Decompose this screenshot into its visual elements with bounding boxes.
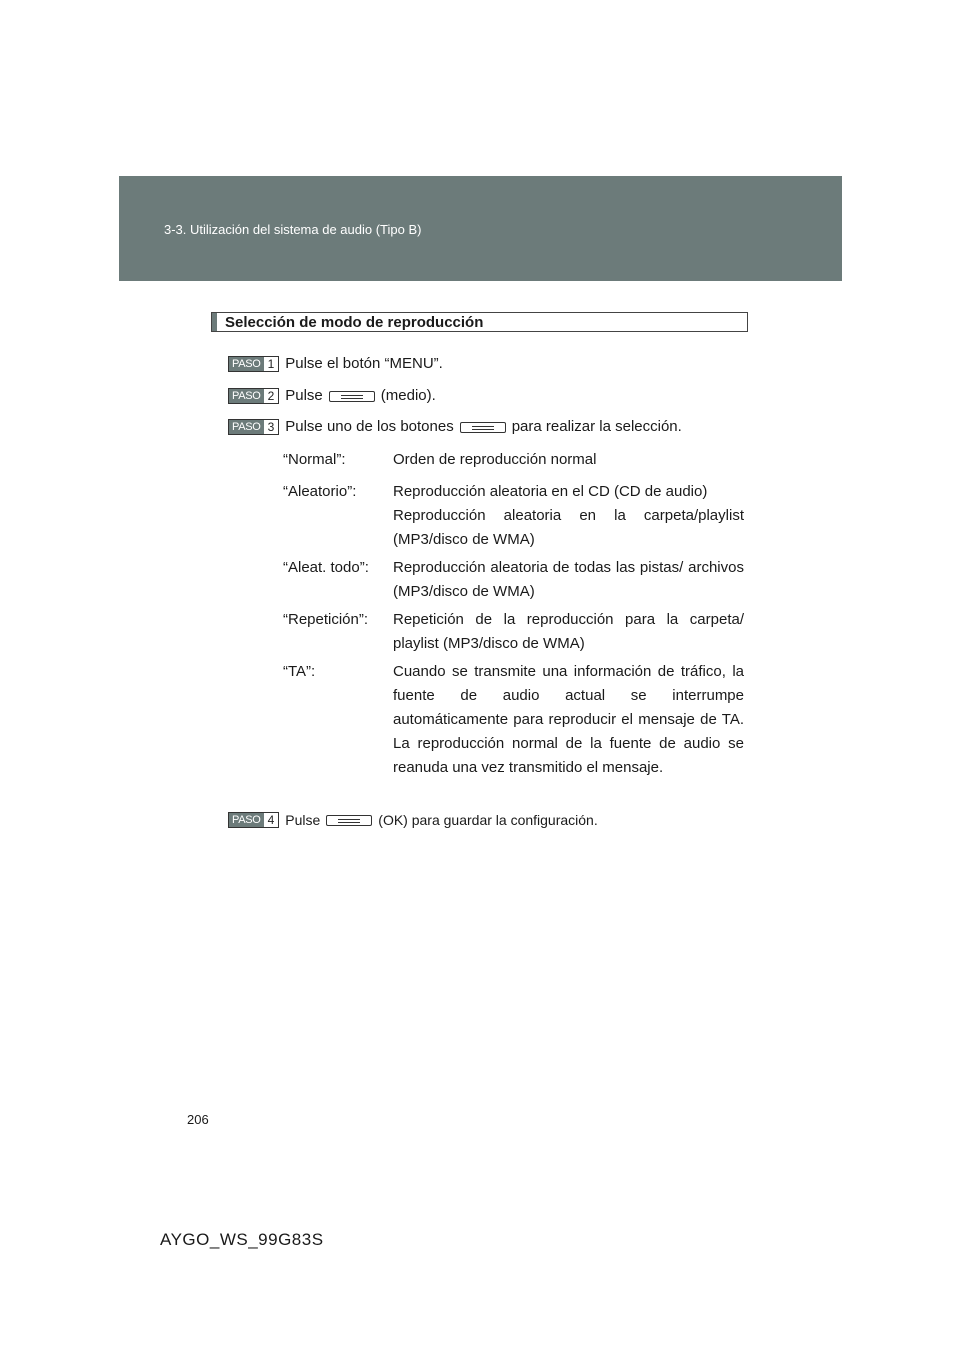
chapter-header <box>119 176 842 281</box>
option-term: “Normal”: <box>283 451 346 468</box>
step-1 <box>228 355 443 372</box>
option-term: “Aleatorio”: <box>283 483 357 500</box>
option-term: “Repetición”: <box>283 611 369 628</box>
step-4 <box>228 812 598 828</box>
step-text-after: (OK) para guardar la configuración. <box>378 812 598 828</box>
option-term: “Aleat. todo”: <box>283 559 369 576</box>
section-title: Selección de modo de reproducción <box>225 314 484 331</box>
heading-accent-bar <box>212 313 217 331</box>
option-description: Reproducción aleatoria en la carpeta/playlist (MP3/disco de WMA) <box>393 507 744 548</box>
option-description: Reproducción aleatoria en el CD (CD de audio) <box>393 483 708 500</box>
chapter-title: 3-3. Utilización del sistema de audio (Tipo B) <box>164 222 422 237</box>
option-description: Repetición de la reproducción para la carpeta/ playlist (MP3/disco de WMA) <box>393 611 744 652</box>
step-text: Pulse el botón “MENU”. <box>285 355 443 372</box>
step-badge: PASO 1 <box>228 356 279 372</box>
option-description: Reproducción aleatoria de todas las pistas/ archivos (MP3/disco de WMA) <box>393 559 744 600</box>
button-icon <box>329 390 375 402</box>
option-term: “TA”: <box>283 663 316 680</box>
step-badge: PASO 2 <box>228 388 279 404</box>
step-text: Pulse <box>285 387 323 404</box>
step-text: Pulse <box>285 812 321 828</box>
step-badge: PASO 3 <box>228 419 279 435</box>
document-code: AYGO_WS_99G83S <box>160 1230 324 1249</box>
option-description: Cuando se transmite una información de tráfico, la fuente de audio actual se interrumpe automáticamente para reproducir el mensaje de TA. La reproducción normal de la fuente de audio se reanuda una vez transmitido el mensaje. <box>393 663 744 776</box>
option-description: Orden de reproducción normal <box>393 451 597 468</box>
step-badge: PASO 4 <box>228 812 279 828</box>
step-3 <box>228 418 682 435</box>
button-icon <box>326 814 372 826</box>
step-text: Pulse uno de los botones <box>285 418 454 435</box>
section-heading <box>211 312 748 332</box>
step-2 <box>228 387 436 404</box>
button-icon <box>460 421 506 433</box>
step-text-after: para realizar la selección. <box>511 418 682 435</box>
page-number: 206 <box>187 1112 209 1127</box>
step-text-after: (medio). <box>380 387 436 404</box>
